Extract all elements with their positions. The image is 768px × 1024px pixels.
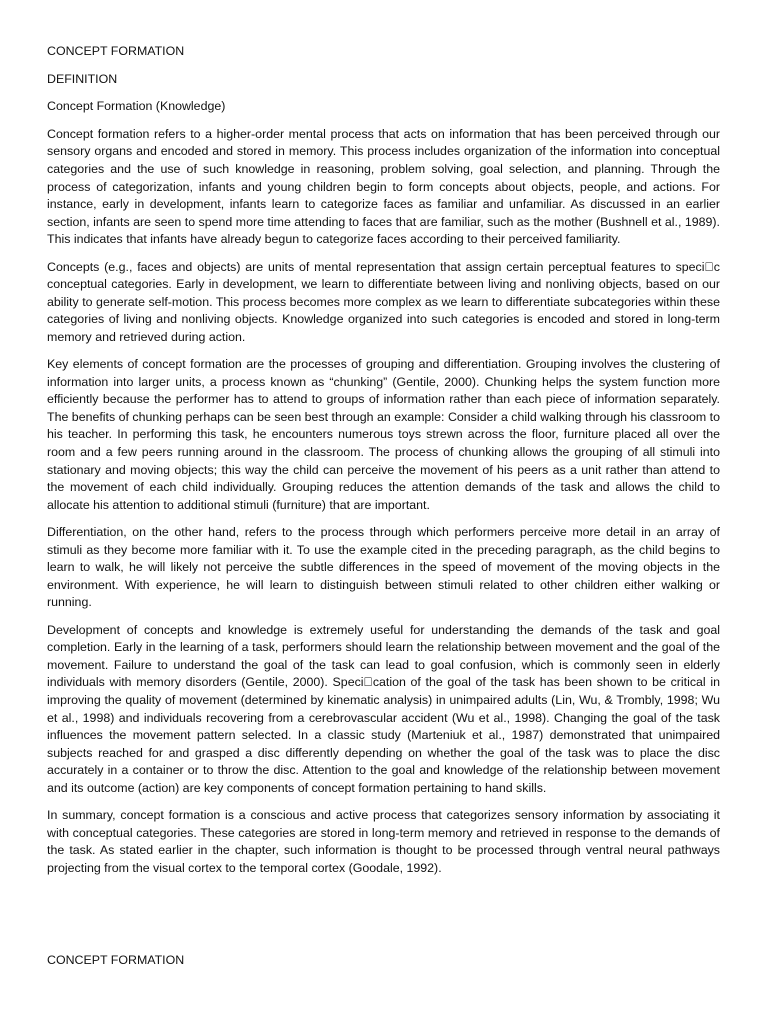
paragraph: In summary, concept formation is a conscious and active process that categorizes sensory information by associating it with conceptual categories. These categories are stored in long-term memory and retrieved in response to the demands of the task. As stated earlier in the chapter, such information is thought to be processed through ventral neural pathways projecting from the visual cortex to the temporal cortex (Goodale, 1992). — [47, 808, 720, 875]
paragraph: Concepts (e.g., faces and objects) are units of mental representation that assign certain perceptual features to speci c conceptual categories. Early in development, we learn to differentiate between living and nonliving objects, based on our ability to generate self-motion. This process becomes more complex as we learn to differentiate subcategories within these categories of living and nonliving objects. Knowledge organized into such categories is encoded and stored in long-term memory and retrieved during action. — [47, 259, 720, 344]
paragraph: Concept formation refers to a higher-order mental process that acts on information that has been perceived through our sensory organs and encoded and stored in memory. This process includes organization of the information into conceptual categories and the use of such knowledge in reasoning, problem solving, goal selection, and planning. Through the process of categorization, infants and young children begin to form concepts about objects, people, and actions. For instance, early in development, infants learn to categorize faces as familiar and unfamiliar. As discussed in an earlier section, infants are seen to spend more time attending to faces that are familiar, such as the mother (Bushnell et al., 1989). This indicates that infants have already begun to categorize faces according to their perceived familiarity. — [47, 126, 720, 247]
section-label: DEFINITION — [47, 71, 118, 86]
paragraph: Development of concepts and knowledge is extremely useful for understanding the demands of the task and goal completion. Early in the learning of a task, performers should learn the relationship between movement and the goal of the movement. Failure to understand the goal of the task can lead to goal confusion, which is commonly seen in elderly individuals with memory disorders (Gentile, 2000). Speci cation of the goal of the task has been shown to be critical in improving the quality of movement (determined by kinematic analysis) in unimpaired adults (Lin, Wu, & Trombly, 1998; Wu et al., 1998) and individuals recovering from a cerebrovascular accident (Wu et al., 1998). Changing the goal of the task influences the movement pattern selected. In a classic study (Marteniuk et al., 1987) demonstrated that unimpaired subjects reached for and grasped a disc differently depending on whether the goal of the task was to place the disc accurately in a container or to throw the disc. Attention to the goal and knowledge of the relationship between movement and its outcome (action) are key components of concept formation pertaining to hand skills. — [47, 622, 720, 795]
paragraph: Key elements of concept formation are the processes of grouping and differentiation. Grouping involves the clustering of information into larger units, a process known as “chunking” (Gentile, 2000). Chunking helps the system function more efficiently because the performer has to attend to groups of information rather than each piece of information separately. The benefits of chunking perhaps can be seen best through an example: Consider a child walking through his classroom to his teacher. In performing this task, he encounters numerous toys strewn across the floor, furniture placed all over the room and a few peers running around in the classroom. The process of chunking allows the grouping of all stimuli into stationary and moving objects; this way the child can perceive the movement of his peers as a unit rather than attend to the movement of each child individually. Grouping reduces the attention demands of the task and allows the child to allocate his attention to additional stimuli (furniture) that are important. — [47, 357, 720, 512]
footer-heading: CONCEPT FORMATION — [47, 953, 185, 967]
page-heading: CONCEPT FORMATION — [47, 44, 185, 58]
paragraph: Differentiation, on the other hand, refers to the process through which performers perceive more detail in an array of stimuli as they become more familiar with it. To use the example cited in the preceding paragraph, as the child begins to learn to walk, he will likely not perceive the subtle differences in the speed of movement of the moving objects in the environment. With experience, he will learn to distinguish between stimuli related to other children either walking or running. — [47, 525, 720, 610]
subheading: Concept Formation (Knowledge) — [47, 99, 226, 114]
document-page — [47, 43, 720, 887]
